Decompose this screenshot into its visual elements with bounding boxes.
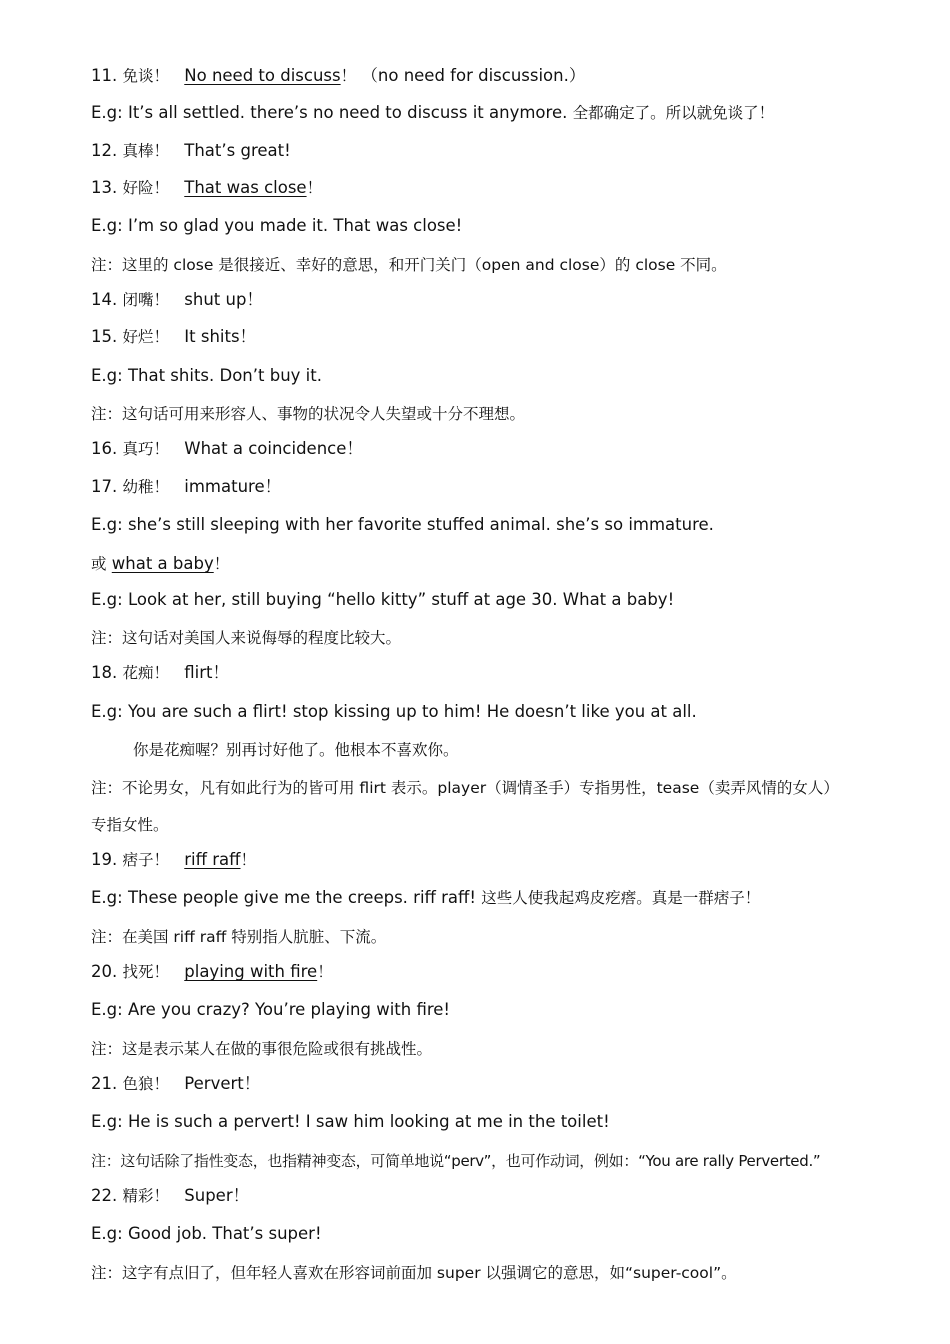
entry-chinese: 好烂！ bbox=[122, 328, 170, 346]
note-text: 专指女性。 bbox=[91, 816, 169, 834]
example-english: E.g: she’s still sleeping with her favorite stuffed animal. she’s so immature. bbox=[91, 515, 714, 534]
translation-line bbox=[91, 740, 459, 760]
alternative-prefix: 或 bbox=[91, 555, 107, 573]
example-line bbox=[91, 1112, 610, 1132]
entry-11 bbox=[91, 66, 585, 86]
entry-english: It shits！ bbox=[184, 327, 257, 346]
example-line bbox=[91, 1000, 450, 1020]
example-english: E.g: I’m so glad you made it. That was close! bbox=[91, 216, 463, 235]
note-line bbox=[91, 1263, 737, 1283]
entry-chinese: 痞子！ bbox=[122, 851, 170, 869]
entry-english: That was close bbox=[184, 178, 307, 197]
alternative-english: what a baby bbox=[111, 554, 214, 573]
example-line bbox=[91, 1224, 322, 1244]
entry-punct: ！ bbox=[306, 179, 323, 197]
entry-english: shut up！ bbox=[184, 290, 263, 309]
entry-extra: （no need for discussion.） bbox=[361, 66, 586, 85]
note-line bbox=[91, 927, 386, 947]
example-english: E.g: He is such a pervert! I saw him looking at me in the toilet! bbox=[91, 1112, 610, 1131]
example-line bbox=[91, 515, 714, 535]
entry-chinese: 花痴！ bbox=[122, 664, 170, 682]
entry-punct: ！ bbox=[317, 963, 333, 981]
example-english: E.g: Are you crazy? You’re playing with fire! bbox=[91, 1000, 451, 1019]
note-line bbox=[91, 1151, 820, 1171]
note-line bbox=[91, 778, 839, 798]
translation-text: 你是花痴喔？别再讨好他了。他根本不喜欢你。 bbox=[133, 741, 459, 759]
example-line bbox=[91, 590, 674, 610]
note-line bbox=[91, 404, 525, 424]
note-text: 注：在美国 riff raff 特别指人肮脏、下流。 bbox=[91, 928, 387, 946]
entry-punct: ！ bbox=[340, 67, 357, 85]
example-chinese: 这些人使我起鸡皮疙瘩。真是一群痞子！ bbox=[481, 889, 761, 907]
example-chinese: 全都确定了。所以就免谈了！ bbox=[572, 104, 775, 122]
entry-chinese: 找死！ bbox=[122, 963, 170, 981]
entry-english: That’s great! bbox=[184, 141, 291, 160]
example-english: E.g: Look at her, still buying “hello kitty” stuff at age 30. What a baby! bbox=[91, 590, 675, 609]
example-line bbox=[91, 103, 774, 123]
entry-number: 17. bbox=[91, 477, 118, 496]
entry-number: 21. bbox=[91, 1074, 118, 1093]
example-english: E.g: These people give me the creeps. riff raff! bbox=[91, 888, 477, 907]
entry-chinese: 免谈！ bbox=[122, 67, 170, 85]
example-line bbox=[91, 366, 322, 386]
entry-22 bbox=[91, 1186, 249, 1206]
entry-punct: ！ bbox=[213, 555, 230, 573]
entry-20 bbox=[91, 962, 333, 982]
example-english: E.g: It’s all settled. there’s no need to discuss it anymore. bbox=[91, 103, 568, 122]
entry-chinese: 真棒！ bbox=[122, 142, 170, 160]
entry-english: flirt！ bbox=[184, 663, 229, 682]
entry-16 bbox=[91, 439, 363, 459]
entry-chinese: 好险！ bbox=[122, 179, 170, 197]
entry-number: 14. bbox=[91, 290, 118, 309]
entry-english: What a coincidence！ bbox=[184, 439, 363, 458]
entry-19 bbox=[91, 850, 256, 870]
entry-12 bbox=[91, 141, 291, 161]
note-text: 注：这里的 close 是很接近、幸好的意思，和开门关门（open and close）的 close 不同。 bbox=[91, 256, 727, 274]
entry-chinese: 闭嘴！ bbox=[122, 291, 170, 309]
entry-english: immature！ bbox=[184, 477, 282, 496]
entry-number: 22. bbox=[91, 1186, 118, 1205]
entry-english: riff raff bbox=[184, 850, 241, 869]
entry-english: No need to discuss bbox=[184, 66, 341, 85]
note-text: 注：这是表示某人在做的事很危险或很有挑战性。 bbox=[91, 1040, 433, 1058]
example-line bbox=[91, 888, 760, 908]
entry-18 bbox=[91, 663, 229, 683]
entry-number: 16. bbox=[91, 439, 118, 458]
entry-chinese: 色狼！ bbox=[122, 1075, 170, 1093]
entry-number: 15. bbox=[91, 327, 118, 346]
entry-chinese: 精彩！ bbox=[122, 1187, 170, 1205]
entry-english: playing with fire bbox=[184, 962, 318, 981]
note-continuation bbox=[91, 815, 169, 835]
entry-english: Super！ bbox=[184, 1186, 250, 1205]
entry-number: 20. bbox=[91, 962, 118, 981]
entry-punct: ！ bbox=[240, 851, 257, 869]
entry-number: 18. bbox=[91, 663, 118, 682]
entry-13 bbox=[91, 178, 322, 198]
entry-english: Pervert！ bbox=[184, 1074, 261, 1093]
example-english: E.g: Good job. That’s super! bbox=[91, 1224, 322, 1243]
note-line bbox=[91, 255, 727, 275]
example-line bbox=[91, 702, 697, 722]
entry-number: 11. bbox=[91, 66, 118, 85]
note-text: 注：这字有点旧了，但年轻人喜欢在形容词前面加 super 以强调它的意思，如“super-cool”。 bbox=[91, 1264, 737, 1282]
example-english: E.g: You are such a flirt! stop kissing up to him! He doesn’t like you at all. bbox=[91, 702, 697, 721]
entry-chinese: 真巧！ bbox=[122, 440, 170, 458]
entry-15 bbox=[91, 327, 256, 347]
entry-chinese: 幼稚！ bbox=[122, 478, 170, 496]
entry-21 bbox=[91, 1074, 260, 1094]
entry-number: 19. bbox=[91, 850, 118, 869]
alternative-line bbox=[91, 554, 229, 574]
note-line bbox=[91, 1039, 432, 1059]
example-line bbox=[91, 216, 462, 236]
note-text: 注：这句话除了指性变态，也指精神变态，可简单地说“perv”，也可作动词，例如：“You are rally Perverted.” bbox=[91, 1152, 821, 1170]
note-text: 注：不论男女，凡有如此行为的皆可用 flirt 表示。player（调情圣手）专指男性，tease（卖弄风情的女人） bbox=[91, 779, 839, 797]
example-english: E.g: That shits. Don’t buy it. bbox=[91, 366, 322, 385]
entry-number: 13. bbox=[91, 178, 118, 197]
note-text: 注：这句话对美国人来说侮辱的程度比较大。 bbox=[91, 629, 402, 647]
note-line bbox=[91, 628, 401, 648]
entry-number: 12. bbox=[91, 141, 118, 160]
entry-14 bbox=[91, 290, 263, 310]
entry-17 bbox=[91, 477, 281, 497]
note-text: 注：这句话可用来形容人、事物的状况令人失望或十分不理想。 bbox=[91, 405, 526, 423]
